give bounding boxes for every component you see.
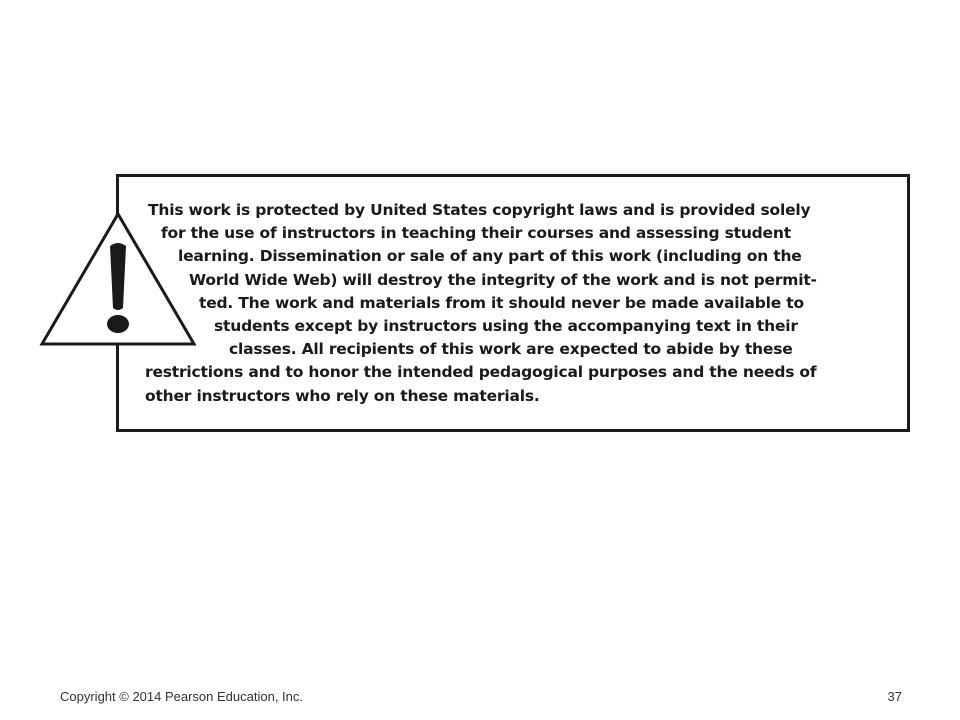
notice-line: World Wide Web) will destroy the integrity of the work and is not permit- [189, 270, 817, 289]
notice-line: classes. All recipients of this work are expected to abide by these [229, 340, 793, 359]
notice-line: ted. The work and materials from it should never be made available to [199, 293, 804, 312]
notice-line: This work is protected by United States copyright laws and is provided solely [148, 201, 811, 219]
notice-line: students except by instructors using the accompanying text in their [214, 317, 798, 336]
notice-line: restrictions and to honor the intended pedagogical purposes and the needs of [145, 363, 817, 382]
copyright-notice-text [121, 199, 905, 408]
notice-line: other instructors who rely on these materials. [145, 386, 540, 405]
notice-line: for the use of instructors in teaching their courses and assessing student [161, 224, 791, 243]
page-number: 37 [887, 689, 902, 704]
notice-line: learning. Dissemination or sale of any part of this work (including on the [178, 247, 802, 266]
footer-copyright: Copyright © 2014 Pearson Education, Inc. [60, 689, 304, 704]
